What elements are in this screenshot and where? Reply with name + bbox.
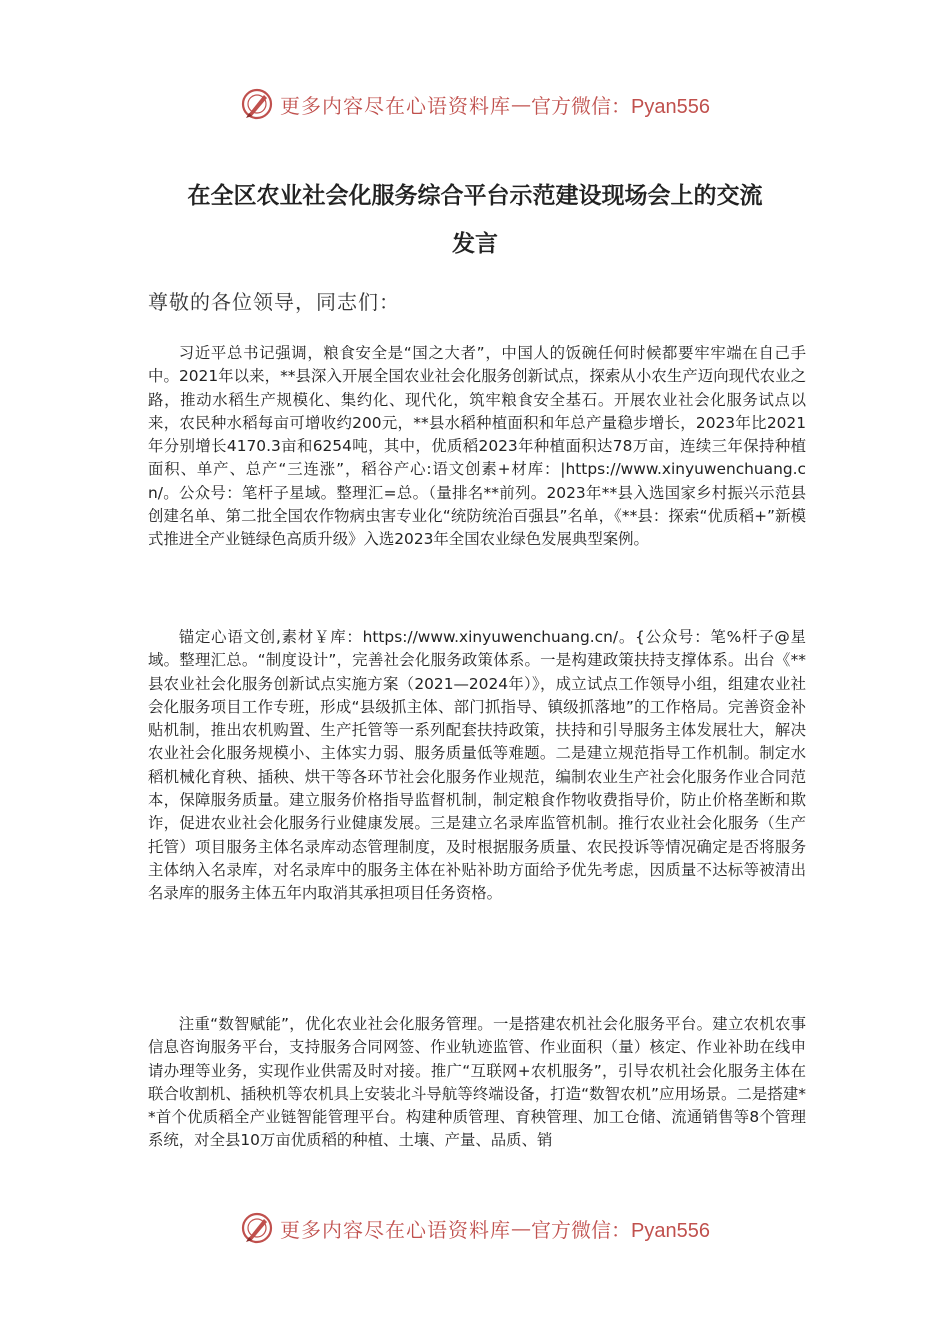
banner-text: 更多内容尽在心语资料库 xyxy=(280,93,512,118)
paragraph-2: 锚定心语文创,素材￥库：https://www.xinyuwenchuang.cn/。{公众号：笔%杆子@星域。整理汇总。“制度设计”，完善社会化服务政策体系。一是构建政策扶持支撑体系。出台《**县农业社会化服务创新试点实施方案（2021—2024年）》，成立试点工作领导小组，组建农业社会化服务项目工作专班，形成“县级抓主体、部门抓指导、镇级抓落地”的工作格局。完善资金补贴机制，推出农机购置、生产托管等一系列配套扶持政策，扶持和引导服务主体发展壮大，解决农业社会化服务规模小、主体实力弱、服务质量低等难题。二是建立规范指导工作机制。制定水稻机械化育秧、插秧、烘干等各环节社会化服务作业规范，编制农业生产社会化服务作业合同范本，保障服务质量。建立服务价格指导监督机制，制定粮食作物收费指导价，防止价格垄断和欺诈，促进农业社会化服务行业健康发展。三是建立名录库监管机制。推行农业社会化服务（生产托管）项目服务主体名录库动态管理制度，及时根据服务质量、农民投诉等情况确定是否将服务主体纳入名录库，对名录库中的服务主体在补贴补助方面给予优先考虑，因质量不达标等被清出名录库的服务主体五年内取消其承担项目任务资格。 xyxy=(148,628,806,903)
banner-separator: — xyxy=(511,1216,532,1240)
paragraph-3: 注重“数智赋能”，优化农业社会化服务管理。一是搭建农机社会化服务平台。建立农机农事信息咨询服务平台，支持服务合同网签、作业轨迹监管、作业面积（量）核定、作业补助在线申请办理等业务，实现作业供需及时对接。推广“互联网+农机服务”，引导农机社会化服务主体在联合收割机、插秧机等农机具上安装北斗导航等终端设备，打造“数智农机”应用场景。二是搭建**首个优质稻全产业链智能管理平台。构建种质管理、育秧管理、加工仓储、流通销售等8个管理系统，对全县10万亩优质稻的种植、土壤、产量、品质、销 xyxy=(148,1015,806,1150)
banner-separator: — xyxy=(511,92,532,116)
pen-circle-logo-icon xyxy=(240,87,274,121)
salutation: 尊敬的各位领导，同志们： xyxy=(148,290,400,314)
footer-banner[interactable] xyxy=(0,1206,950,1250)
doc-title-line1: 在全区农业社会化服务综合平台示范建设现场会上的交流 xyxy=(187,183,763,209)
doc-title-line2: 发言 xyxy=(452,231,498,257)
paragraph-1: 习近平总书记强调，粮食安全是“国之大者”，中国人的饭碗任何时候都要牢牢端在自己手中。2021年以来，**县深入开展全国农业社会化服务创新试点，探索从小农生产迈向现代农业之路，推动水稻生产规模化、集约化、现代化，筑牢粮食安全基石。开展农业社会化服务试点以来，农民种水稻每亩可增收约200元，**县水稻种植面积和年总产量稳步增长，2023年比2021年分别增长4170.3亩和6254吨，其中，优质稻2023年种植面积达78万亩，连续三年保持种植面积、单产、总产“三连涨”，稻谷产心:语文创素+材库：|https://www.xinyuwenchuang.cn/。公众号：笔杆子星域。整理汇=总。（量排名**前列。2023年**县入选国家乡村振兴示范县创建名单、第二批全国农作物病虫害专业化“统防统治百强县”名单，《**县：探索“优质稻+”新模式推进全产业链绿色高质升级》入选2023年全国农业绿色发展典型案例。 xyxy=(148,344,806,549)
pen-circle-logo-icon xyxy=(240,1211,274,1245)
banner-wechat: 官方微信：Pyan556 xyxy=(531,1219,710,1242)
header-banner[interactable] xyxy=(0,82,950,126)
banner-wechat: 官方微信：Pyan556 xyxy=(531,95,710,118)
banner-text: 更多内容尽在心语资料库 xyxy=(280,1217,512,1242)
